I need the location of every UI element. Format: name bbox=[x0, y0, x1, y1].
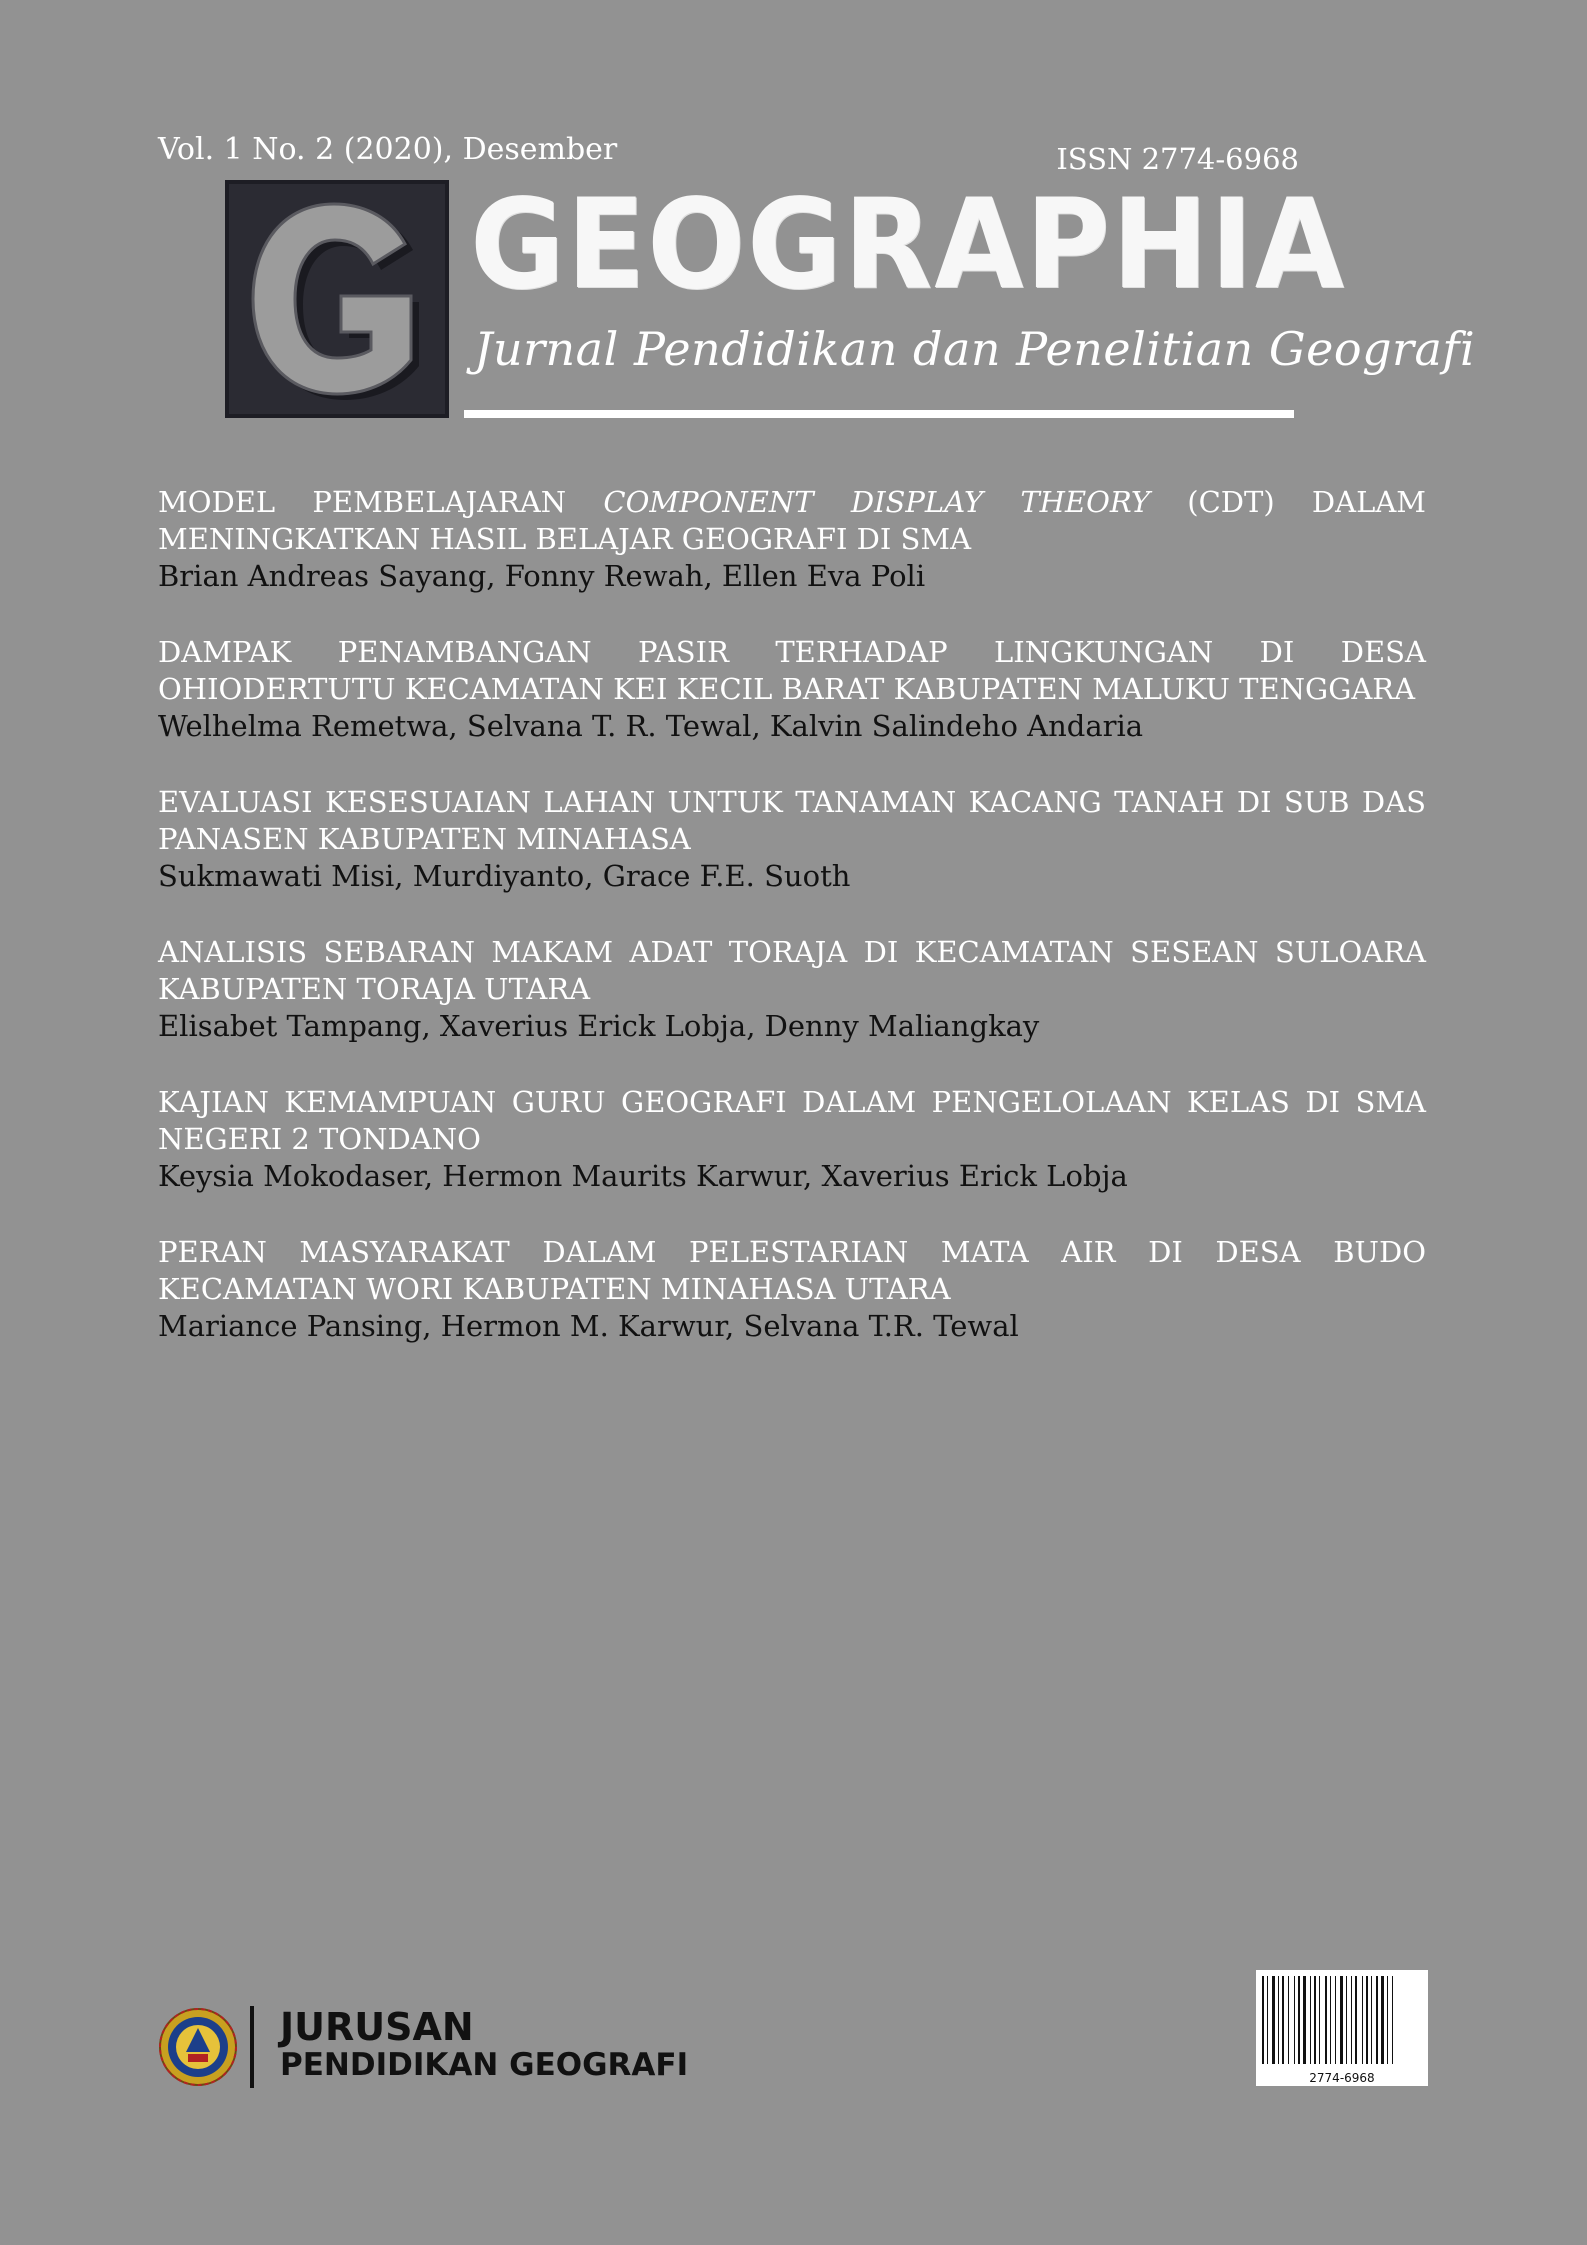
barcode-bar bbox=[1288, 1976, 1289, 2064]
barcode-bar bbox=[1371, 1976, 1372, 2064]
barcode-bar bbox=[1267, 1976, 1268, 2064]
article-authors: Keysia Mokodaser, Hermon Maurits Karwur, Xaverius Erick Lobja bbox=[158, 1159, 1128, 1193]
barcode-bar bbox=[1355, 1976, 1357, 2064]
dept-name-line1: JURUSAN bbox=[280, 2005, 474, 2049]
article-title: ANALISIS SEBARAN MAKAM ADAT TORAJA DI KECAMATAN SESEAN SULOARA KABUPATEN TORAJA UTARA bbox=[158, 935, 1426, 1006]
barcode-bar bbox=[1335, 1976, 1336, 2064]
barcode-bar bbox=[1272, 1976, 1275, 2064]
barcode-bar bbox=[1346, 1976, 1347, 2064]
logo-g-icon bbox=[229, 184, 445, 414]
barcode-bar bbox=[1387, 1976, 1388, 2064]
barcode-bar bbox=[1262, 1976, 1264, 2064]
barcode-bar bbox=[1381, 1976, 1384, 2064]
article-authors: Mariance Pansing, Hermon M. Karwur, Selvana T.R. Tewal bbox=[158, 1309, 1019, 1343]
article-title: KAJIAN KEMAMPUAN GURU GEOGRAFI DALAM PENGELOLAAN KELAS DI SMA NEGERI 2 TONDANO bbox=[158, 1085, 1426, 1156]
barcode-number: 2774-6968 bbox=[1309, 2071, 1375, 2085]
barcode-bar bbox=[1294, 1976, 1295, 2064]
barcode-bar bbox=[1376, 1976, 1378, 2064]
issn: ISSN 2774-6968 bbox=[1056, 142, 1299, 176]
article-item bbox=[158, 1234, 1426, 1345]
article-title: EVALUASI KESESUAIAN LAHAN UNTUK TANAMAN KACANG TANAH DI SUB DAS PANASEN KABUPATEN MINAHASA bbox=[158, 785, 1426, 856]
university-seal-icon bbox=[158, 2006, 238, 2088]
dept-separator bbox=[250, 2006, 254, 2088]
article-authors: Welhelma Remetwa, Selvana T. R. Tewal, Kalvin Salindeho Andaria bbox=[158, 709, 1144, 743]
barcode-bar bbox=[1351, 1976, 1352, 2064]
article-title: DAMPAK PENAMBANGAN PASIR TERHADAP LINGKUNGAN DI DESA OHIODERTUTU KECAMATAN KEI KECIL BARAT KABUPATEN MALUKU TENGGARA bbox=[158, 635, 1426, 706]
article-item bbox=[158, 1084, 1426, 1195]
barcode bbox=[1256, 1970, 1428, 2086]
barcode-bar bbox=[1362, 1976, 1363, 2064]
article-title: MODEL PEMBELAJARAN COMPONENT DISPLAY THEORY (CDT) DALAM MENINGKATKAN HASIL BELAJAR GEOGRAFI DI SMA bbox=[158, 485, 1426, 556]
barcode-bar bbox=[1298, 1976, 1300, 2064]
article-item bbox=[158, 934, 1426, 1045]
article-item bbox=[158, 784, 1426, 895]
dept-name-line2: PENDIDIKAN GEOGRAFI bbox=[280, 2047, 689, 2083]
journal-subtitle: Jurnal Pendidikan dan Penelitian Geografi bbox=[474, 322, 1476, 376]
article-list bbox=[158, 484, 1426, 1384]
article-title-italic: COMPONENT DISPLAY THEORY bbox=[603, 485, 1151, 519]
article-authors: Sukmawati Misi, Murdiyanto, Grace F.E. Suoth bbox=[158, 859, 851, 893]
barcode-bar bbox=[1325, 1976, 1327, 2064]
article-authors: Brian Andreas Sayang, Fonny Rewah, Ellen Eva Poli bbox=[158, 559, 926, 593]
barcode-bar bbox=[1278, 1976, 1279, 2064]
barcode-bar bbox=[1366, 1976, 1368, 2064]
barcode-bar bbox=[1303, 1976, 1306, 2064]
article-title: PERAN MASYARAKAT DALAM PELESTARIAN MATA AIR DI DESA BUDO KECAMATAN WORI KABUPATEN MINAHASA UTARA bbox=[158, 1235, 1426, 1306]
article-authors: Elisabet Tampang, Xaverius Erick Lobja, Denny Maliangkay bbox=[158, 1009, 1040, 1043]
barcode-icon bbox=[1256, 1970, 1428, 2068]
barcode-bar bbox=[1282, 1976, 1284, 2064]
barcode-bar bbox=[1330, 1976, 1331, 2064]
barcode-bar bbox=[1310, 1976, 1311, 2064]
journal-title: GEOGRAPHIA bbox=[470, 173, 1346, 317]
volume-info: Vol. 1 No. 2 (2020), Desember bbox=[158, 132, 618, 167]
barcode-bar bbox=[1314, 1976, 1316, 2064]
barcode-bar bbox=[1340, 1976, 1343, 2064]
article-item bbox=[158, 484, 1426, 595]
barcode-bar bbox=[1392, 1976, 1393, 2064]
title-underline bbox=[464, 410, 1294, 418]
barcode-bar bbox=[1319, 1976, 1320, 2064]
article-item bbox=[158, 634, 1426, 745]
journal-logo bbox=[225, 180, 449, 418]
